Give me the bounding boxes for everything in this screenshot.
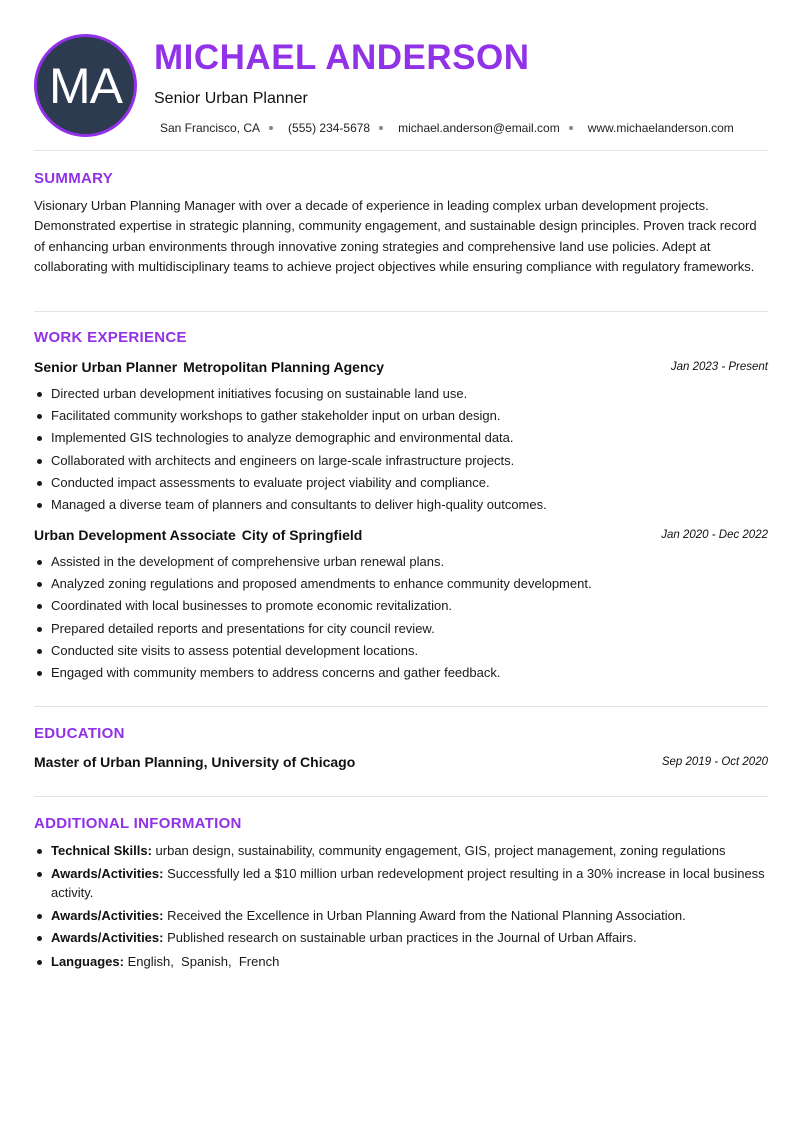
info-text: urban design, sustainability, community engagement, GIS, project management, zoning regulations xyxy=(151,843,726,858)
job-entry xyxy=(34,526,768,684)
job-company: City of Springfield xyxy=(241,527,363,543)
info-text: Successfully led a $10 million urban redevelopment project resulting in a 30% increase in local business activity. xyxy=(51,865,765,900)
list-item: Assisted in the development of comprehensive urban renewal plans. xyxy=(34,551,768,573)
education-entry xyxy=(34,753,768,771)
list-item: Coordinated with local businesses to promote economic revitalization. xyxy=(34,595,768,617)
separator-dot-icon xyxy=(379,126,383,130)
job-role: Urban Development Associate xyxy=(34,527,236,543)
list-item: Facilitated community workshops to gather stakeholder input on urban design. xyxy=(34,405,768,427)
list-item: Conducted site visits to assess potential development locations. xyxy=(34,640,768,662)
separator-dot-icon xyxy=(269,126,273,130)
info-text: English, Spanish, French xyxy=(123,953,280,969)
list-item xyxy=(34,928,768,948)
list-item xyxy=(34,841,768,861)
work-experience-heading: WORK EXPERIENCE xyxy=(34,329,187,346)
job-dates: Jan 2023 - Present xyxy=(670,361,768,373)
info-label: Technical Skills: xyxy=(51,843,152,858)
list-item: Implemented GIS technologies to analyze demographic and environmental data. xyxy=(34,427,768,449)
list-item: Engaged with community members to address concerns and gather feedback. xyxy=(34,662,768,684)
separator-dot-icon xyxy=(569,126,573,130)
info-label: Awards/Activities: xyxy=(51,930,164,945)
section-divider xyxy=(34,311,768,312)
list-item: Collaborated with architects and engineers on large-scale infrastructure projects. xyxy=(34,450,768,472)
list-item: Directed urban development initiatives focusing on sustainable land use. xyxy=(34,383,768,405)
info-text: Published research on sustainable urban practices in the Journal of Urban Affairs. xyxy=(163,930,637,945)
education-heading: EDUCATION xyxy=(34,725,125,742)
section-divider xyxy=(34,150,768,151)
job-header xyxy=(34,526,768,544)
candidate-name: MICHAEL ANDERSON xyxy=(154,38,530,77)
job-company: Metropolitan Planning Agency xyxy=(183,359,385,375)
contact-location: San Francisco, CA xyxy=(160,121,261,135)
resume-header xyxy=(34,34,768,138)
list-item: Analyzed zoning regulations and proposed amendments to enhance community development. xyxy=(34,573,768,595)
job-dates: Jan 2020 - Dec 2022 xyxy=(661,529,768,541)
info-label: Languages: xyxy=(51,953,124,969)
education-degree: Master of Urban Planning, University of Chicago xyxy=(34,754,356,770)
contact-info xyxy=(160,120,734,136)
section-divider xyxy=(34,706,768,707)
contact-website[interactable]: www.michaelanderson.com xyxy=(587,121,734,135)
list-item: Conducted impact assessments to evaluate project viability and compliance. xyxy=(34,472,768,494)
candidate-title: Senior Urban Planner xyxy=(154,90,308,107)
info-label: Awards/Activities: xyxy=(51,865,164,881)
job-bullets xyxy=(34,383,768,516)
section-divider xyxy=(34,796,768,797)
info-label: Awards/Activities: xyxy=(51,907,164,923)
list-item xyxy=(34,952,768,972)
summary-heading: SUMMARY xyxy=(34,170,114,187)
job-bullets xyxy=(34,551,768,684)
list-item: Prepared detailed reports and presentations for city council review. xyxy=(34,618,768,640)
avatar: MA xyxy=(34,34,137,137)
contact-phone: (555) 234-5678 xyxy=(288,121,371,135)
job-role: Senior Urban Planner xyxy=(34,359,178,375)
education-dates: Sep 2019 - Oct 2020 xyxy=(661,756,768,768)
job-header xyxy=(34,358,768,376)
job-entry xyxy=(34,358,768,516)
list-item: Managed a diverse team of planners and consultants to deliver high-quality outcomes. xyxy=(34,494,768,516)
list-item xyxy=(34,864,768,903)
additional-info-list xyxy=(34,841,768,974)
summary-text: Visionary Urban Planning Manager with over a decade of experience in leading complex urban development projects. Demonstrated expertise in strategic planning, community engagement, and sustainable design principles. Proven track record of enhancing urban environments through innovative zoning strategies and comprehensive land use policies. Adept at collaborating with multidisciplinary teams to achieve project objectives while ensuring compliance with regulatory frameworks. xyxy=(34,198,757,275)
contact-email[interactable]: michael.anderson@email.com xyxy=(398,121,560,135)
info-text: Received the Excellence in Urban Planning Award from the National Planning Association. xyxy=(163,907,686,923)
additional-info-heading: ADDITIONAL INFORMATION xyxy=(34,815,242,832)
list-item xyxy=(34,906,768,926)
